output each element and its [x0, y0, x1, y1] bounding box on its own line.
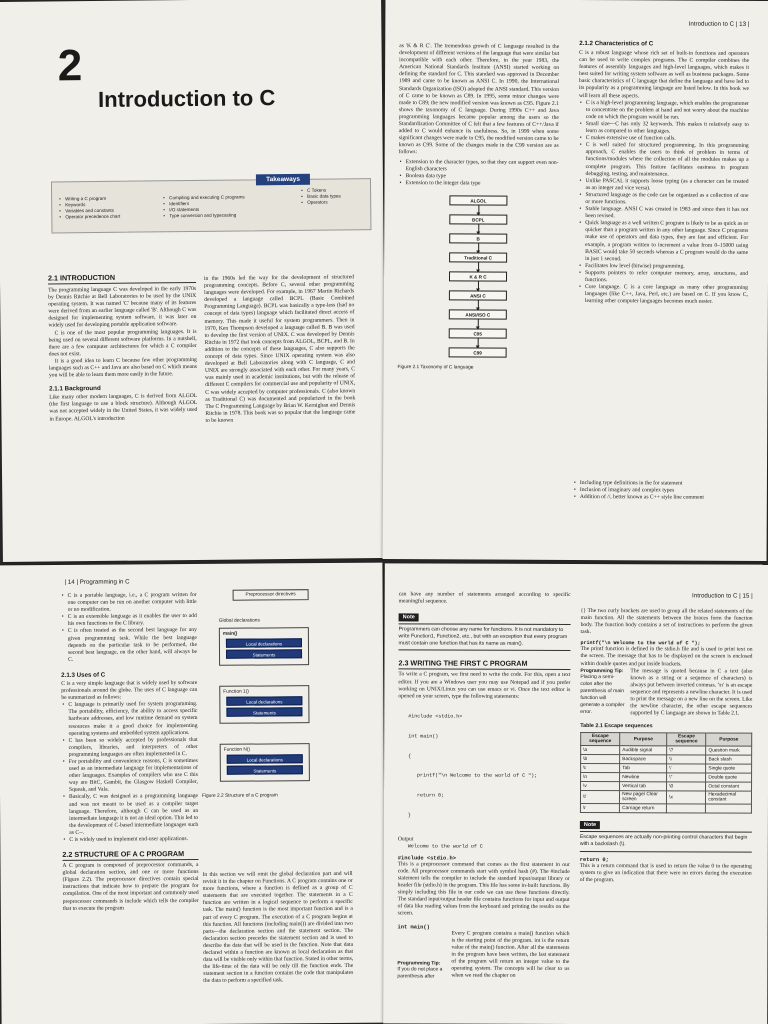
- list-item: • Small size—C has only 32 keywords. This makes it relatively easy to learn as compared to other languages.: [579, 121, 749, 136]
- list-item: • Extension to the integer data type: [398, 180, 558, 188]
- table-cell: Single quote: [706, 764, 752, 773]
- diagram-statements: Statements: [226, 707, 302, 717]
- taxonomy-arrow: [477, 300, 478, 309]
- list-item: • C is a high-level programming language, which enables the programmer to concentrate on the problem at hand and not worry about the machine code on which the program would be run.: [579, 100, 749, 122]
- table-cell: Vertical tab: [620, 782, 667, 791]
- table-cell: \r: [580, 804, 619, 813]
- taxonomy-node: K & R C: [449, 271, 507, 281]
- list-item: • For portability and convenience reasons, C is sometimes used as an intermediate language for implementations of other languages. Examples of compilers who use C this way are BitC, Gambit, the Glasgow Haskell Compiler, Squeak, and Vala.: [62, 758, 198, 794]
- col-left: [398, 43, 560, 371]
- table-cell: \\: [667, 755, 706, 764]
- paragraph: C is a very simple language that is widely used by software professionals around the globe. The uses of C language can be summarized as follows:: [61, 679, 198, 702]
- takeaway-item: • Basic data types: [300, 193, 370, 200]
- table-cell: Back slash: [706, 755, 752, 764]
- programming-tip-1: [397, 960, 447, 980]
- page-header: | 14 | Programming in C: [64, 578, 130, 586]
- diagram-functionN-block: [220, 743, 310, 782]
- table-cell: \": [667, 773, 706, 782]
- list-item: • Inclusion of imaginary and complex types: [573, 487, 748, 495]
- taxonomy-node: ALGOL: [449, 195, 507, 205]
- col-right: [580, 608, 753, 884]
- taxonomy-node: B: [449, 233, 507, 243]
- diagram-local-declarations: Local declarations: [227, 754, 303, 764]
- paragraph: A C program is composed of preprocessor commands, a global declaration section, and one or more functions (Figure 2.2). The preprocessor directives contain special instructions that indicate how to prepare the program for compilation. One of the most important and commonly used preprocessor commands is include which tells the compiler that to execute the program: [62, 862, 199, 912]
- table-cell: \?: [667, 746, 706, 755]
- taxonomy-arrow: [478, 262, 479, 271]
- taxonomy-node: ANSI/ISO C: [449, 309, 507, 319]
- output-text: Welcome to the world of C: [407, 843, 483, 850]
- note-label: Note: [399, 614, 419, 622]
- table-cell: \b: [581, 755, 620, 764]
- diagram-functionN: Function N(): [223, 747, 251, 753]
- list-item: • C is an extensible language as it enables the user to add his own functions to the C library.: [61, 613, 197, 628]
- note-label: Note: [580, 821, 600, 829]
- takeaway-item: • Type conversion and typecasting: [162, 212, 292, 219]
- page-12: [0, 0, 387, 562]
- paragraph: Every C program contains a main() function which is the starting point of the program. int is the return value of the main() function. After all the statements in the program have been written, the last statement of the program will return an integer value to the operating system. The concepts will be clear to us when we read the chapter on: [451, 930, 570, 979]
- diagram-global: Global declarations: [218, 618, 260, 624]
- list-item: • C is often treated as the second best language for any given programming task. While the best language depends on the particular task to be performed, the second best language, on the other hand, will always be C.: [61, 627, 197, 663]
- list-item: • C language is primarily used for system programming. The portability, efficiency, the ability to access specific hardware addresses, and low runtime demand on system resources make it a good choice for implementing operating systems and embedded system applications.: [61, 701, 197, 737]
- table-cell: \v: [581, 782, 620, 791]
- col-right: [203, 871, 354, 986]
- diagram-local-declarations: Local declarations: [226, 696, 302, 706]
- code-line: {: [408, 753, 412, 760]
- note-text: Escape sequences are actually non-printing control characters that begin with a backslash (\).: [580, 831, 752, 852]
- table-cell: Hexadecimal constant: [706, 791, 752, 804]
- takeaway-item: • I/O statements: [162, 206, 292, 213]
- page-15: [383, 563, 768, 1024]
- list-item: • Extension to the character types, so that they can support even non-English characters: [399, 159, 559, 174]
- takeaway-item: • Keywords: [58, 201, 158, 208]
- intmain-row: [397, 930, 569, 981]
- characteristics-list: [578, 100, 749, 307]
- taxonomy-node: BCPL: [449, 214, 507, 224]
- uses-list: [61, 701, 198, 844]
- diagram-preprocessor: Preprocessor directives: [233, 589, 309, 601]
- col-left: [61, 592, 199, 913]
- taxonomy-node: Traditional C: [449, 252, 507, 262]
- table-cell: [667, 804, 706, 813]
- table-header: Escape sequence: [581, 733, 620, 746]
- tip-text: Placing a semi-colon after the parenthesis of main function will generate a compiler error.: [580, 673, 625, 716]
- page-14: [0, 563, 386, 1024]
- paragraph: C is one of the most popular programming languages. It is being used on several different software platforms. In a nutshell, there are a few computer architectures for which a C compiler does not exist.: [48, 328, 197, 358]
- table-cell: \x: [667, 791, 706, 804]
- diagram-statements: Statements: [226, 649, 302, 659]
- code-block: [398, 700, 570, 832]
- printf-label: printf("\n Welcome to the world of C ");: [580, 640, 701, 647]
- takeaway-item: • Variables and constants: [58, 207, 158, 214]
- paragraph: as 'K & R C'. The tremendous growth of C language resulted in the development of different versions of the language that were similar but incompatible with each other. Therefore, in the year 1983, the American National Standards Institute (ANSI) started working on defining the standard for C. This standard was approved in December 1989 and came to be known as ANSI C. In 1990, the International Standards Organization (ISO) adopted the ANSI standard. This version of C came to be known as C89. In 1995, some minor changes were made to C89; the new modified version was known as C95. Figure 2.1 shows the taxonomy of C language. During 1990s C++ and Java programming languages became popular among the users so the Standardization Committee of C felt that a few features of C++/Java if added to C would enhance its usefulness. So, in 1999 when some significant changes were made to C95, the modified version came to be known as C99. Some of the changes made in the C99 version are as follows:: [398, 43, 560, 156]
- include-label: #include <stdio.h>: [397, 855, 457, 862]
- takeaways-col2: [162, 194, 292, 219]
- paragraph: The message is quoted because in C a text (also known as a string or a sequence of characters) is always put between inverted commas. '\n' is an escape sequence and represents a newline character. It is used to print the message on a new line on the screen. Like the newline character, the other escape sequences supported by C language are shown in Table 2.1.: [630, 667, 753, 717]
- taxonomy-node: C95: [449, 328, 507, 338]
- takeaways-col1: [58, 195, 158, 220]
- table-cell: \f: [580, 791, 619, 804]
- list-item: • C is widely used to implement end-user applications.: [62, 836, 198, 844]
- table-cell: Backspace: [620, 755, 667, 764]
- table-cell: Audible signal: [620, 746, 667, 755]
- list-item: • Including type definitions in the for statement: [573, 480, 748, 488]
- code-line: }: [407, 812, 411, 819]
- section-heading: 2.1 INTRODUCTION: [48, 272, 196, 285]
- table-header: Escape sequence: [667, 733, 706, 746]
- taxonomy-arrow: [477, 319, 478, 328]
- features-list: [61, 592, 197, 664]
- list-item: • Facilitates low level (bitwise) programming.: [578, 263, 748, 271]
- table-cell: \': [667, 764, 706, 773]
- taxonomy-arrow: [478, 243, 479, 252]
- takeaways-title: Takeaways: [256, 174, 310, 186]
- col-right: [578, 40, 749, 306]
- c99-changes-list: [398, 159, 558, 188]
- list-item: • Supports pointers to refer computer memory, array, structures, and functions.: [578, 270, 748, 285]
- taxonomy-arrow: [477, 281, 478, 290]
- paragraph: Like many other modern languages, C is derived from ALGOL (the first language to use a block structure). Although ALGOL was not accepted widely in the United States, it was widely used in Europe. ALGOL's introduction: [49, 393, 198, 423]
- output-label: Output: [397, 836, 414, 843]
- code-line: printf("\n Welcome to the world of C ");: [408, 772, 538, 780]
- paragraph: It is a good idea to learn C because few other programming languages such as C++ and Java are also based on C which means you will be able to learn them more easily in the future.: [48, 356, 197, 379]
- tip-title: Programming Tip:: [580, 667, 624, 674]
- list-item: • C has been so widely accepted by professionals that compilers, libraries, and interpreters of other programming languages are often implemented in C.: [62, 737, 198, 759]
- chapter-title: Introduction to C: [97, 85, 276, 112]
- table-cell: \n: [581, 773, 620, 782]
- chapter-number: 2: [57, 41, 83, 91]
- return-label: return 0;: [579, 856, 609, 863]
- page-header: Introduction to C | 15 |: [692, 592, 753, 600]
- c99-more-list: [573, 480, 748, 502]
- list-item: • Basically, C was designed as a programming language and was not meant to be used as a compiler target language. Therefore, although C can be used as an intermediate language it is not an ideal option. This led to the development of C-based intermediate languages such as C--.: [62, 793, 198, 837]
- subsection-heading: 2.1.2 Characteristics of C: [579, 40, 654, 48]
- paragraph: This is a preprocessor command that comes as the first statement in our code. All preprocessor commands start with symbol hash (#). The #include statement tells the compiler to include the standard input/output library or header file (stdio.h) in the program. This file has some in-built functions. By simply including this file in our code we can use these functions directly. The standard input/output header file contains functions for input and output of data like reading values from the keyboard and printing the results on the screen.: [397, 861, 570, 917]
- figure-caption: Figure 2.1 Taxonomy of C language: [397, 364, 474, 371]
- diagram-local-declarations: Local declarations: [226, 638, 302, 648]
- taxonomy-node: C99: [449, 347, 507, 357]
- diagram-main-block: [219, 627, 309, 666]
- taxonomy-arrow: [477, 338, 478, 347]
- table-cell: Double quote: [706, 773, 752, 782]
- escape-table: [580, 732, 752, 814]
- list-item: • Unlike PASCAL it supports loose typing (as a character can be treated as an integer and vice versa).: [578, 178, 748, 193]
- intmain-label: int main(): [397, 923, 430, 931]
- paragraph: The programming language C was developed in the early 1970s by Dennis Ritchie at Bell Laboratories to be used by the UNIX operating system. It was named 'C' because many of its features were derived from an earlier language called 'B'. Although C was designed for implementing system software, it was later on widely used for developing portable application software.: [48, 285, 197, 329]
- page-13: [383, 0, 768, 561]
- taxonomy-arrow: [478, 224, 479, 233]
- structure-diagram: [201, 589, 310, 799]
- takeaway-item: • Operator precedence chart: [58, 213, 158, 220]
- takeaway-item: • C Tokens: [300, 187, 370, 194]
- tip-text: If you do not place a parenthesis after: [397, 965, 443, 980]
- table-header: Purpose: [706, 733, 752, 746]
- list-item: • Core language. C is a core language as many other programming languages (like C++, Java, Perl, etc.) are based on C. If you know C, learning other computer languages becomes much easier.: [578, 284, 748, 306]
- section-heading: 2.3 WRITING THE FIRST C PROGRAM: [398, 659, 570, 671]
- table-cell: Carriage return: [620, 804, 667, 813]
- table-cell: \0: [667, 782, 706, 791]
- code-line: return 0;: [407, 792, 445, 799]
- table-cell: New page\ Clear screen: [620, 791, 667, 804]
- table-cell: Question mark: [706, 746, 752, 755]
- table-cell: Octal constant: [706, 782, 752, 791]
- section-heading: 2.2 STRUCTURE OF A C PROGRAM: [62, 849, 198, 861]
- table-cell: \a: [581, 746, 620, 755]
- diagram-statements: Statements: [227, 765, 303, 775]
- table-row: [580, 804, 751, 814]
- list-item: • Addition of //, better known as C++ style line comment: [573, 494, 748, 502]
- col-left: [397, 591, 570, 980]
- table-cell: [706, 804, 752, 813]
- table-cell: \t: [581, 764, 620, 773]
- table-row: [580, 791, 751, 805]
- table-title: Table 2.1 Escape sequences: [580, 723, 653, 730]
- takeaways-box: [51, 175, 372, 233]
- table-cell: Newline: [620, 773, 667, 782]
- paragraph: In this section we will omit the global declaration part and will revisit it in the chapter on Functions. A C program contains one or more functions, where a function is defined as a group of C statements that are executed together. The statements in a C function are written in a logical sequence to perform a specific task. The main() function is the most important function and is a part of every C program. The execution of a C program begins at this function. All functions (including main()) are divided into two parts—the declaration section and the statement section. The declaration section precedes the statement section and is used to describe the data that will be used in the function. Note that data declared within a function are known as local declaration as that data will be visible only within that function. Stated in other terms, the life-time of the data will be only till the function ends. The statement section in a function contains the code that manipulates the data to perform a specified task.: [202, 870, 354, 985]
- paragraph: can have any number of statements arranged according to specific meaningful sequence.: [398, 591, 571, 605]
- diagram-function1: Function 1(): [223, 689, 249, 695]
- list-item: • Boolean data type: [399, 173, 559, 181]
- printf-row: [580, 668, 752, 718]
- list-item: • Quick language as a well written C program is likely to be as quick as or quicker than a program written in any other language. Since C programs make use of operators and data types, they are fast and efficient. For example, a program written to increment a value from 0–15000 using BASIC would take 50 seconds whereas a C program would do the same in just 1 second.: [578, 220, 748, 263]
- paragraph: C is a robust language whose rich set of built-in functions and operators can be used to write complex programs. The C compiler combines the features of assembly languages and high-level languages, which makes it best suited for writing system software as well as business packages. Some basic characteristics of C language that define the language and have led to its popularity as a programming language are listed below. In this book we will learn all these aspects.: [578, 50, 750, 99]
- takeaways-col3: [300, 187, 370, 206]
- list-item: • C is a portable language, i.e., a C program written for one computer can be run on another computer with little or no modification.: [61, 592, 197, 614]
- col-right: [204, 274, 356, 425]
- takeaway-item: • Identifiers: [162, 200, 292, 207]
- code-line: #include <stdio.h>: [408, 713, 463, 720]
- code-line: int main(): [408, 733, 439, 740]
- takeaway-item: • Compiling and executing C programs: [162, 194, 292, 201]
- paragraph: in the 1960s led the way for the development of structured programming concepts. Before C, several other programming languages were developed. For example, in 1967 Martin Richards developed a language called BCPL (Basic Combined Programming Language). BCPL was basically a type-less (had no concept of data types) language which facilitated direct access of memory. This made it useful for system programmers. Then in 1970, Ken Thompson developed a language called B. B was used to develop the first version of UNIX. C was developed by Dennis Ritchie in 1972 that took concepts from ALGOL, BCPL, and B. In addition to the concepts of these languages, C also supports the concept of data types. Since UNIX operating system was also developed at Bell Laboratories along with C language, C and UNIX are strongly associated with each other. For many years, C was mainly used in academic institutions, but with the release of different C compilers for commercial use and popularity of UNIX, C was widely accepted by computer professionals. C (also known as Traditional C) was documented and popularized in the book The C Programming Language by Brian W. Kernighan and Dennis Ritchie in 1978. This book was so popular that the language came to be known: [203, 274, 356, 424]
- list-item: • C makes extensive use of function calls.: [579, 135, 749, 143]
- figure-caption: Figure 2.2 Structure of a C program: [201, 793, 278, 799]
- list-item: • Structured language as the code can be organized as a collection of one or more functions.: [578, 192, 748, 207]
- subsection-heading: 2.1.1 Background: [49, 385, 101, 393]
- tip-title: Programming Tip:: [397, 959, 441, 967]
- page-header: Introduction to C | 13 |: [688, 20, 750, 28]
- list-item: • C is well suited for structured programming. In this programming approach, C enables the users to think of problem in terms of functions/modules where the collection of all the modules makes up a complete program. This feature facilitates easiness in program debugging, testing, and maintenance.: [579, 142, 749, 178]
- diagram-function1-block: [219, 685, 309, 724]
- table-cell: Tab: [620, 764, 667, 773]
- paragraph: {} The two curly brackets are used to group all the related statements of the main function. All the statements between the braces form the function body. The function body contains a set of instructions to perform the given task.: [580, 608, 753, 636]
- taxonomy-node: ANSI C: [449, 290, 507, 300]
- subsection-heading: 2.1.3 Uses of C: [61, 671, 106, 679]
- paragraph: To write a C program, we first need to write the code. For this, open a text editor. If you are a Windows user you may use Notepad and if you prefer working on UNIX/Linux you can use emacs or vi. Once the text editor is opened on your screen, type the following statements:: [398, 671, 571, 700]
- list-item: • Stable language. ANSI C was created in 1983 and since then it has not been revised.: [578, 206, 748, 221]
- diagram-main: main(): [222, 631, 238, 637]
- table-header: Purpose: [620, 733, 667, 746]
- takeaway-item: • Writing a C program: [58, 195, 158, 202]
- programming-tip-2: [580, 668, 626, 718]
- note-text: Programmers can choose any name for functions. It is not mandatory to write Function1, Function2, etc., but with an exception that every program must contain one function that has its name as main().: [398, 624, 570, 652]
- taxonomy-arrow: [478, 205, 479, 214]
- col-left: [48, 272, 198, 423]
- taxonomy-diagram: [398, 195, 559, 358]
- paragraph: The printf function is defined in the stdio.h file and is used to print text on the screen. The message that has to be displayed on the screen is enclosed within double quotes and put inside brackets.: [580, 646, 753, 667]
- paragraph: This is a return command that is used to return the value 0 to the operating system to give an indication that there were no errors during the execution of the program.: [579, 862, 752, 883]
- takeaway-item: • Operators: [300, 199, 370, 206]
